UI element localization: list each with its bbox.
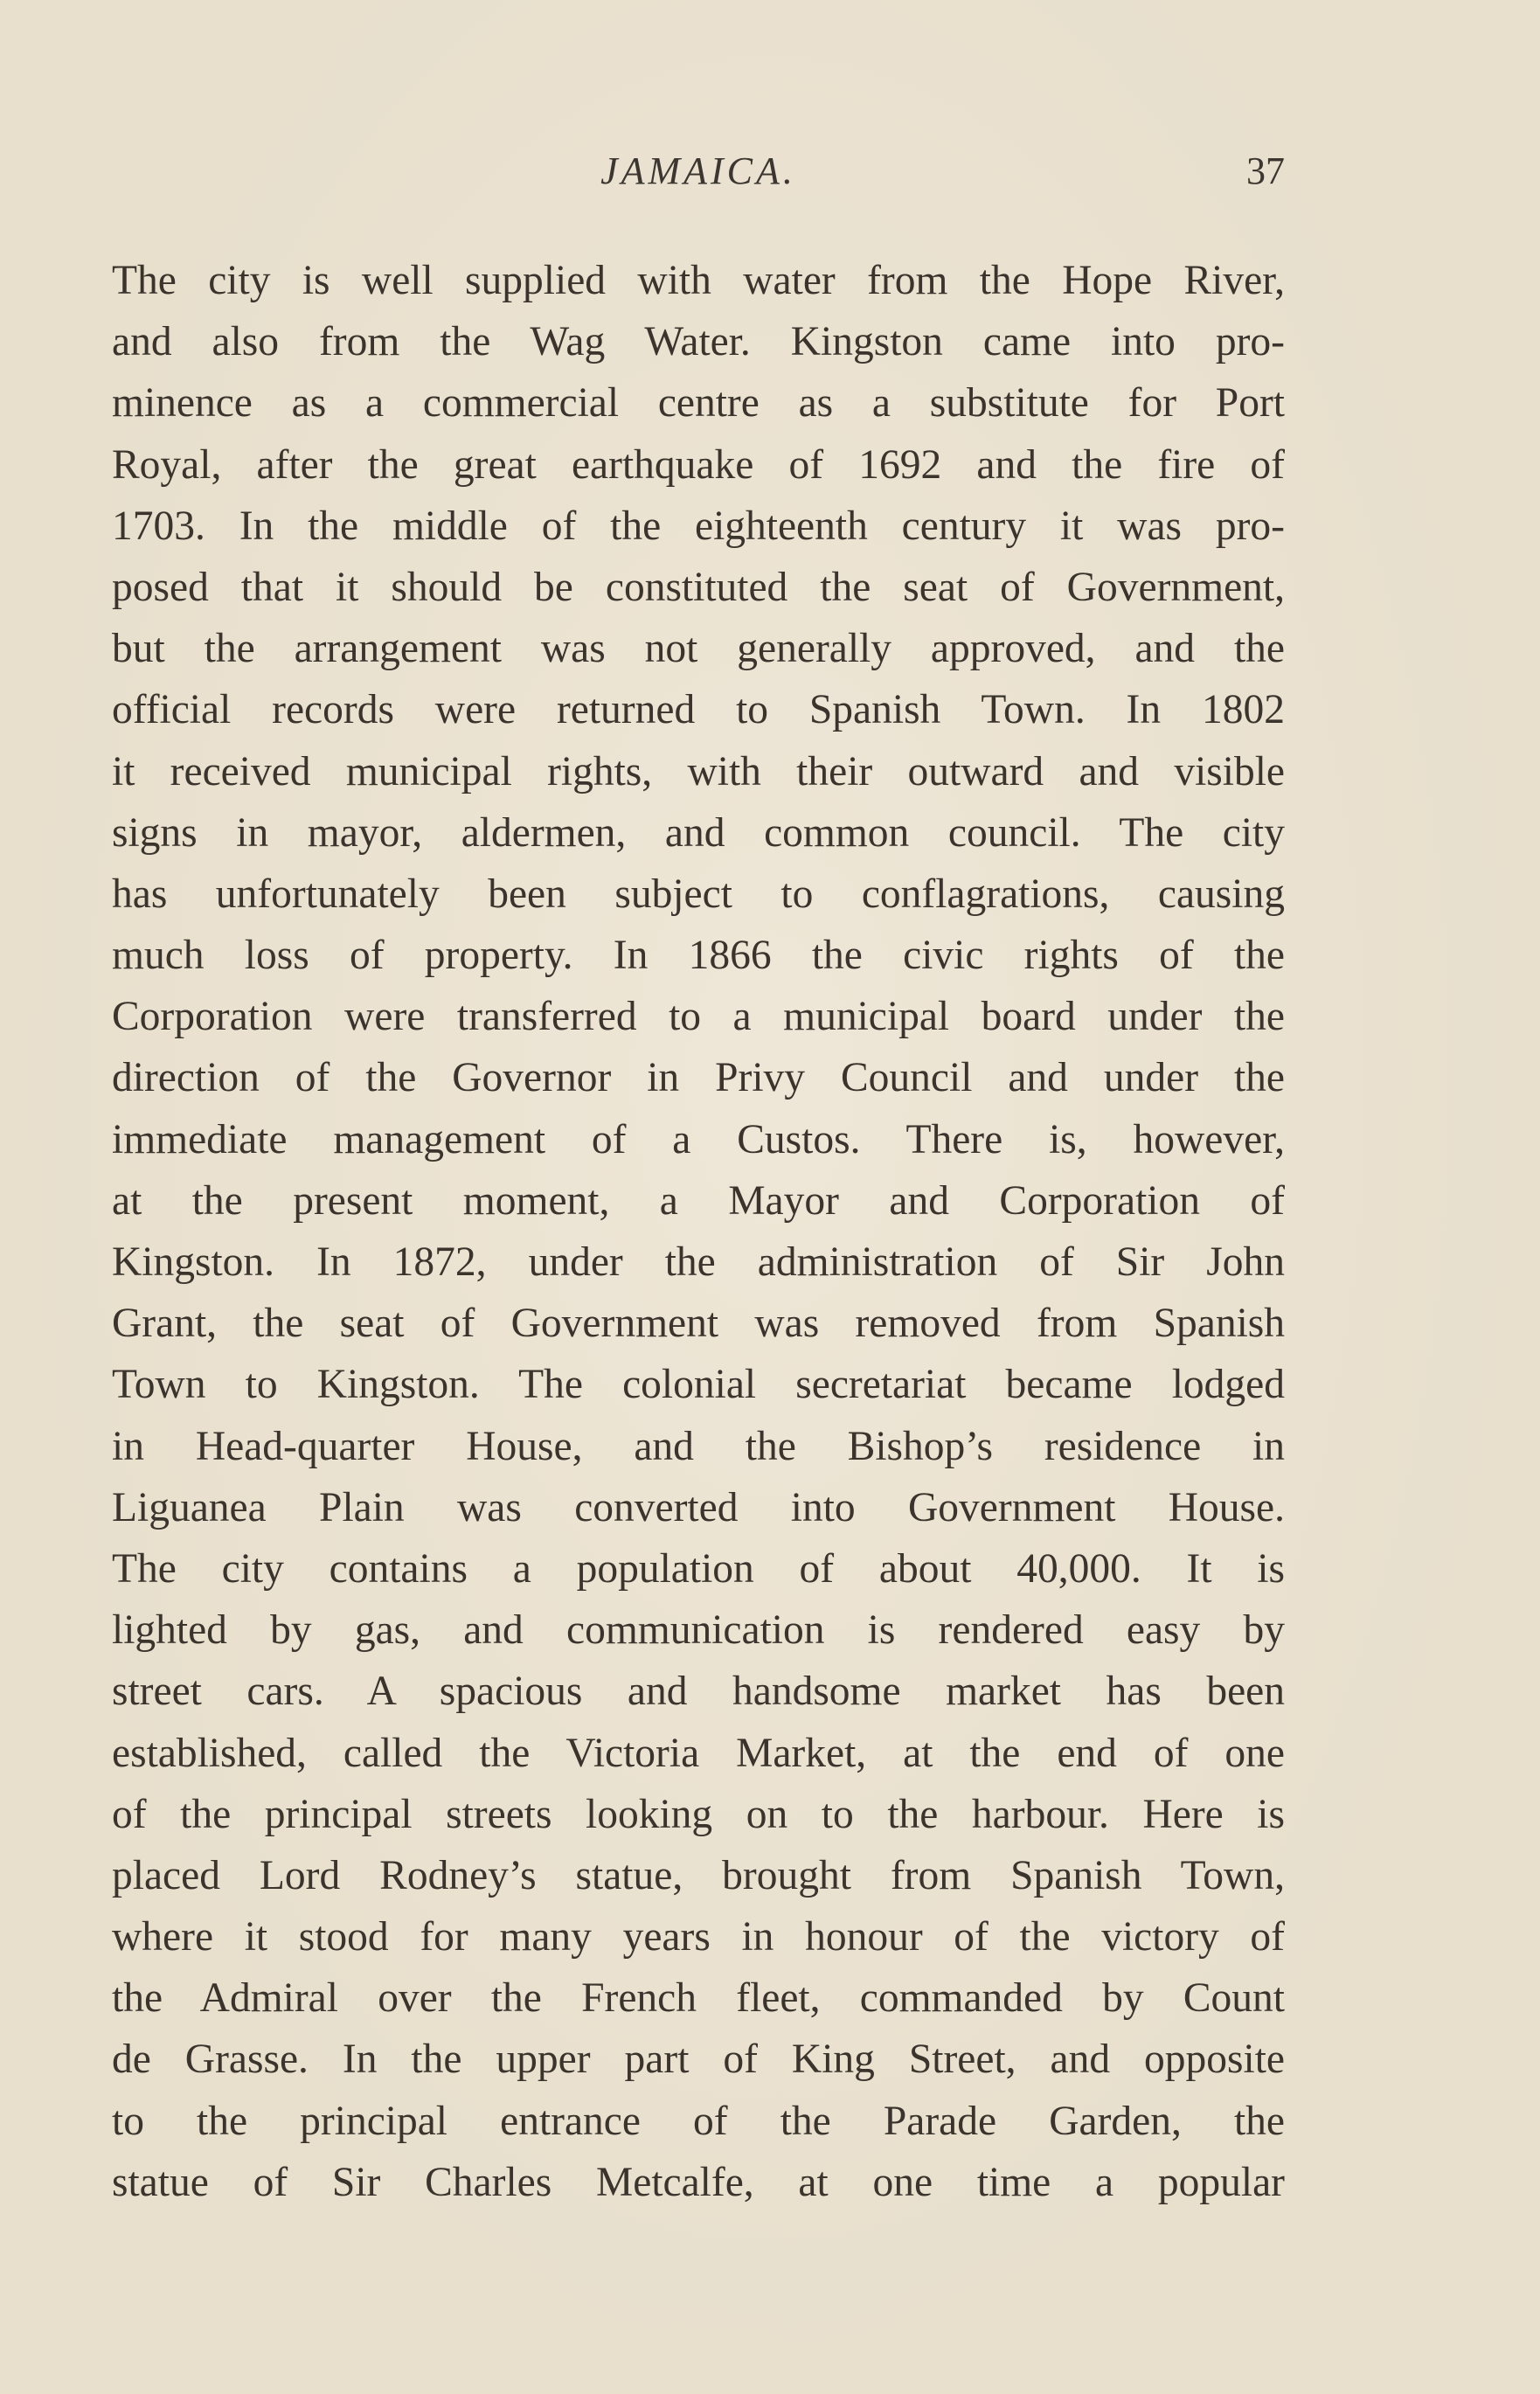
text-line: to the principal entrance of the Parade Garden, the bbox=[112, 2098, 1285, 2144]
text-line: but the arrangement was not generally approved, and the bbox=[112, 626, 1285, 672]
text-line: much loss of property. In 1866 the civic rights of the bbox=[112, 933, 1285, 979]
text-line: immediate management of a Custos. There is, however, bbox=[112, 1116, 1285, 1162]
text-line: of the principal streets looking on to the harbour. Here is bbox=[112, 1791, 1285, 1837]
text-line: Town to Kingston. The colonial secretariat became lodged bbox=[112, 1362, 1285, 1408]
text-line: The city is well supplied with water from the Hope River, bbox=[112, 258, 1285, 303]
text-line: placed Lord Rodney’s statue, brought from Spanish Town, bbox=[112, 1852, 1285, 1898]
text-line: has unfortunately been subject to conflagrations, causing bbox=[112, 871, 1285, 917]
text-line: signs in mayor, aldermen, and common council. The city bbox=[112, 809, 1285, 856]
text-line: Royal, after the great earthquake of 1692 and the fire of bbox=[112, 441, 1285, 488]
text-line: Kingston. In 1872, under the administration of Sir John bbox=[112, 1239, 1285, 1285]
text-line: the Admiral over the French fleet, commanded by Count bbox=[112, 1975, 1285, 2022]
text-line: minence as a commercial centre as a substitute for Port bbox=[112, 380, 1285, 427]
text-line: statue of Sir Charles Metcalfe, at one time a popular bbox=[112, 2159, 1285, 2205]
text-line: in Head-quarter House, and the Bishop’s residence in bbox=[112, 1423, 1285, 1469]
text-line: established, called the Victoria Market, at the end of one bbox=[112, 1730, 1285, 1776]
text-line: official records were returned to Spanish Town. In 1802 bbox=[112, 687, 1285, 733]
text-line: lighted by gas, and communication is rendered easy by bbox=[112, 1607, 1285, 1654]
text-line: street cars. A spacious and handsome market has been bbox=[112, 1669, 1285, 1715]
body-text bbox=[112, 250, 1285, 2213]
text-line: Liguanea Plain was converted into Government House. bbox=[112, 1484, 1285, 1530]
page-header bbox=[112, 140, 1285, 201]
text-line: 1703. In the middle of the eighteenth century it was pro- bbox=[112, 503, 1285, 549]
text-line: and also from the Wag Water. Kingston came into pro- bbox=[112, 319, 1285, 365]
text-line: it received municipal rights, with their outward and visible bbox=[112, 748, 1285, 795]
text-line: Grant, the seat of Government was removed from Spanish bbox=[112, 1301, 1285, 1347]
running-title: JAMAICA. bbox=[600, 149, 796, 192]
page-number: 37 bbox=[1246, 149, 1285, 192]
text-line: Corporation were transferred to a municipal board under the bbox=[112, 994, 1285, 1040]
text-line: where it stood for many years in honour of the victory of bbox=[112, 1914, 1285, 1960]
text-line: The city contains a population of about 40,000. It is bbox=[112, 1545, 1285, 1592]
text-line: at the present moment, a Mayor and Corporation of bbox=[112, 1177, 1285, 1224]
text-line: posed that it should be constituted the seat of Government, bbox=[112, 564, 1285, 610]
text-line: de Grasse. In the upper part of King Street, and opposite bbox=[112, 2037, 1285, 2083]
text-line: direction of the Governor in Privy Council and under the bbox=[112, 1055, 1285, 1101]
